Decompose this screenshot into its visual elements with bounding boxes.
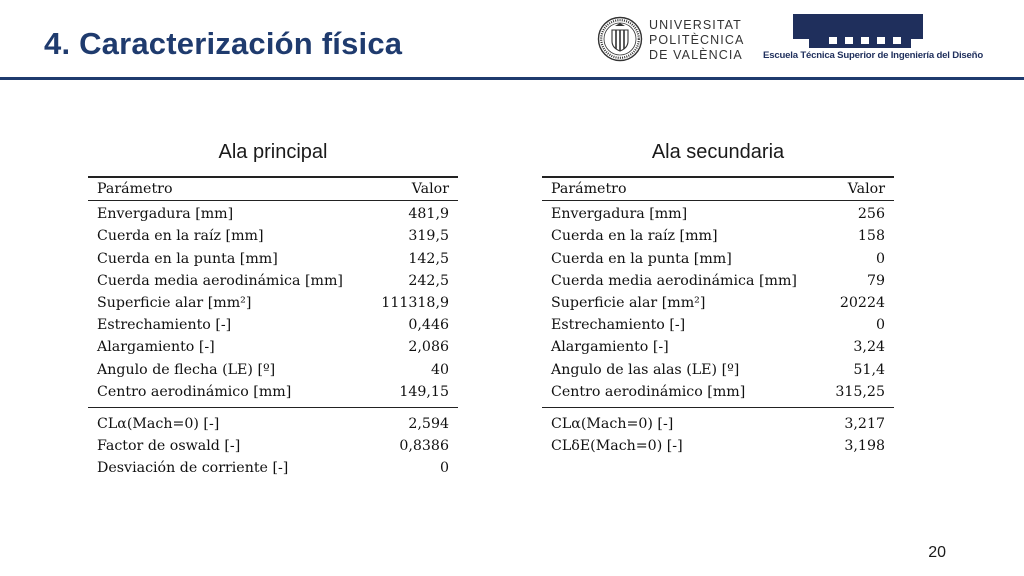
value-cell: 3,24 bbox=[853, 339, 885, 356]
table-row bbox=[542, 359, 894, 381]
param-cell: Desviación de corriente [-] bbox=[97, 460, 289, 477]
slide-title: 4. Caracterización física bbox=[44, 26, 403, 61]
table-row bbox=[542, 248, 894, 270]
table-row bbox=[88, 292, 458, 314]
table-row bbox=[542, 435, 894, 457]
value-cell: 20224 bbox=[839, 295, 885, 312]
table-row bbox=[542, 292, 894, 314]
secondary-wing-table-block bbox=[542, 138, 894, 457]
main-wing-table bbox=[88, 176, 458, 480]
table-row bbox=[542, 225, 894, 247]
param-cell: Centro aerodinámico [mm] bbox=[551, 383, 746, 400]
value-cell: 0 bbox=[439, 460, 449, 477]
table-row bbox=[542, 270, 894, 292]
value-cell: 158 bbox=[857, 228, 885, 245]
value-cell: 0,8386 bbox=[399, 438, 449, 455]
value-cell: 319,5 bbox=[408, 228, 449, 245]
table-row bbox=[542, 201, 894, 226]
param-header: Parámetro bbox=[542, 177, 822, 201]
value-cell: 2,086 bbox=[408, 339, 449, 356]
param-cell: CLα(Mach=0) [-] bbox=[88, 408, 367, 436]
param-cell: Alargamiento [-] bbox=[551, 339, 669, 356]
table-row bbox=[542, 314, 894, 336]
table-row bbox=[88, 359, 458, 381]
param-cell: CLα(Mach=0) [-] bbox=[542, 408, 822, 436]
upv-seal-icon bbox=[597, 16, 643, 62]
upv-name: UNIVERSITAT POLITÈCNICA DE VALÈNCIA bbox=[649, 18, 745, 62]
param-cell: Envergadura [mm] bbox=[97, 206, 234, 223]
param-header: Parámetro bbox=[88, 177, 367, 201]
param-cell: Cuerda media aerodinámica [mm] bbox=[551, 272, 797, 289]
table-header-row bbox=[542, 177, 894, 201]
param-cell: Factor de oswald [-] bbox=[97, 438, 241, 455]
value-cell: 111318,9 bbox=[381, 295, 449, 312]
value-cell: 79 bbox=[866, 272, 885, 289]
value-cell: 0,446 bbox=[408, 317, 449, 334]
secondary-wing-table bbox=[542, 176, 894, 457]
value-cell: 256 bbox=[857, 206, 885, 223]
table-row bbox=[88, 336, 458, 358]
value-cell: 0 bbox=[875, 250, 885, 267]
table-row bbox=[88, 248, 458, 270]
main-wing-table-block bbox=[88, 138, 458, 480]
table-row bbox=[88, 381, 458, 408]
value-cell: 0 bbox=[875, 317, 885, 334]
etsid-mark-icon bbox=[793, 14, 923, 48]
table-row bbox=[88, 408, 458, 436]
param-cell: CLδE(Mach=0) [-] bbox=[551, 438, 683, 455]
table-row bbox=[88, 201, 458, 226]
param-cell: Estrechamiento [-] bbox=[97, 317, 232, 334]
value-header: Valor bbox=[367, 177, 458, 201]
table-row bbox=[542, 336, 894, 358]
table-row bbox=[88, 314, 458, 336]
param-cell: Cuerda en la raíz [mm] bbox=[97, 228, 264, 245]
value-cell: 40 bbox=[430, 361, 449, 378]
value-cell: 142,5 bbox=[408, 250, 449, 267]
table-row bbox=[88, 225, 458, 247]
value-cell: 3,217 bbox=[822, 408, 894, 436]
etsid-logo bbox=[763, 14, 983, 66]
etsid-name: Escuela Técnica Superior de Ingeniería del Diseño bbox=[763, 50, 983, 61]
param-cell: Cuerda en la punta [mm] bbox=[551, 250, 732, 267]
table-row bbox=[88, 457, 458, 479]
table-row bbox=[88, 270, 458, 292]
param-cell: Superficie alar [mm²] bbox=[551, 295, 706, 312]
param-cell: Estrechamiento [-] bbox=[551, 317, 686, 334]
value-cell: 3,198 bbox=[844, 438, 885, 455]
param-cell: Cuerda en la raíz [mm] bbox=[551, 228, 718, 245]
main-wing-title: Ala principal bbox=[218, 141, 328, 163]
value-cell: 149,15 bbox=[399, 383, 449, 400]
value-cell: 481,9 bbox=[408, 206, 449, 223]
param-cell: Centro aerodinámico [mm] bbox=[97, 383, 292, 400]
param-cell: Alargamiento [-] bbox=[97, 339, 215, 356]
table-row bbox=[542, 408, 894, 436]
page-number: 20 bbox=[928, 544, 946, 561]
table-header-row bbox=[88, 177, 458, 201]
table-row bbox=[542, 381, 894, 408]
param-cell: Superficie alar [mm²] bbox=[97, 295, 252, 312]
table-row bbox=[88, 435, 458, 457]
value-cell: 242,5 bbox=[408, 272, 449, 289]
value-cell: 2,594 bbox=[367, 408, 458, 436]
param-cell: Angulo de las alas (LE) [º] bbox=[551, 361, 740, 378]
param-cell: Angulo de flecha (LE) [º] bbox=[97, 361, 276, 378]
value-header: Valor bbox=[822, 177, 894, 201]
value-cell: 51,4 bbox=[853, 361, 885, 378]
secondary-wing-title: Ala secundaria bbox=[651, 141, 785, 163]
param-cell: Cuerda media aerodinámica [mm] bbox=[97, 272, 343, 289]
param-cell: Cuerda en la punta [mm] bbox=[97, 250, 278, 267]
param-cell: Envergadura [mm] bbox=[551, 206, 688, 223]
value-cell: 315,25 bbox=[835, 383, 885, 400]
title-divider bbox=[0, 77, 1024, 80]
